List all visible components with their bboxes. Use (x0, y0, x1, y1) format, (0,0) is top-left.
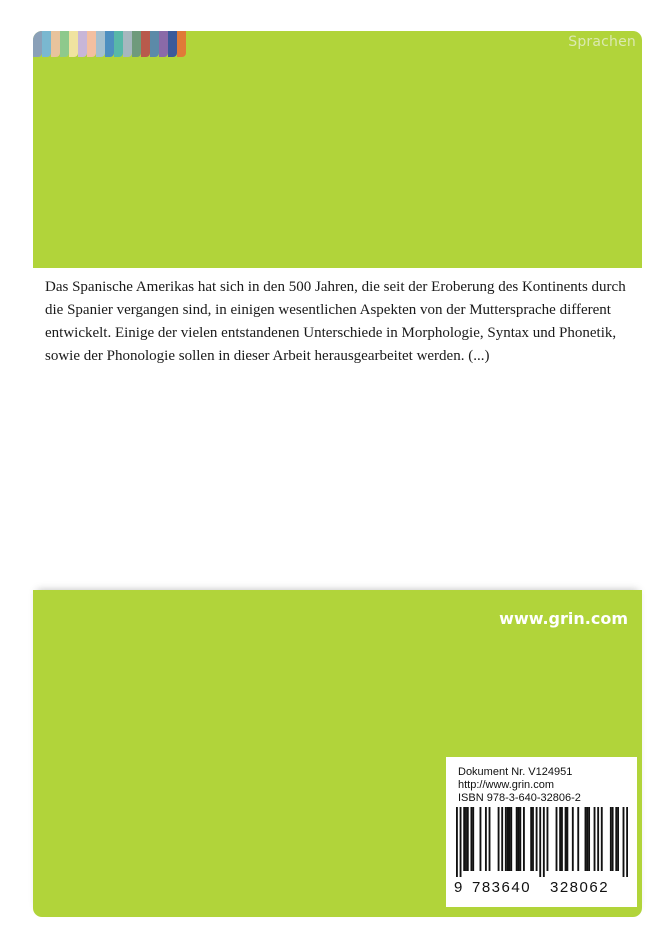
website-label: www.grin.com (499, 609, 628, 628)
barcode-bar (588, 807, 590, 871)
barcode-bar (485, 807, 487, 871)
color-stripe (60, 31, 69, 57)
color-stripe (87, 31, 96, 57)
barcode-bar (518, 807, 520, 871)
color-stripe (105, 31, 114, 57)
barcode-bar (463, 807, 465, 871)
color-stripe (51, 31, 60, 57)
barcode-bar (501, 807, 503, 871)
barcode-bar (612, 807, 614, 871)
barcode-bar (460, 807, 462, 877)
barcode-bar (565, 807, 567, 871)
barcode-bar (610, 807, 612, 871)
blurb-text: Das Spanische Amerikas hat sich in den 500 Jahren, die seit der Eroberung des Kontinents durch die Spanier vergangen sind, in einigen wesentlichen Aspekten von der Muttersprache different entwickelt. Einige der vielen entstandenen Unterschiede in Morphologie, Syntax und Phonetik, sowie der Phonologie sollen in dieser Arbeit herausgearbeitet werden. (...) (45, 279, 626, 364)
barcode-bar (623, 807, 625, 877)
color-stripe (141, 31, 150, 57)
barcode-bar (615, 807, 617, 871)
barcode-bar (626, 807, 628, 877)
barcode-digit-group-1: 783640 (472, 879, 532, 896)
barcode-bar (597, 807, 599, 871)
color-stripe (132, 31, 141, 57)
barcode (456, 807, 628, 877)
barcode-bar (470, 807, 472, 871)
barcode-bar (556, 807, 558, 871)
barcode-bar (601, 807, 603, 871)
barcode-bar (510, 807, 512, 871)
color-stripes (33, 31, 186, 57)
barcode-bar (561, 807, 563, 871)
color-stripe (33, 31, 42, 57)
barcode-bar (586, 807, 588, 871)
color-stripe (150, 31, 159, 57)
barcode-bar (530, 807, 532, 871)
color-stripe (78, 31, 87, 57)
barcode-bar (472, 807, 474, 871)
barcode-bar (523, 807, 525, 871)
barcode-bar (617, 807, 619, 871)
barcode-bar (507, 807, 509, 871)
barcode-bar (577, 807, 579, 871)
barcode-bar (594, 807, 596, 871)
barcode-bar (489, 807, 491, 871)
barcode-bar (519, 807, 521, 871)
barcode-bar (509, 807, 511, 871)
category-label: Sprachen (568, 34, 636, 50)
barcode-bar (516, 807, 518, 871)
color-stripe (123, 31, 132, 57)
color-stripe (96, 31, 105, 57)
barcode-bar (536, 807, 538, 871)
color-stripe (177, 31, 186, 57)
isbn-number: ISBN 978-3-640-32806-2 (458, 792, 581, 804)
color-stripe (42, 31, 51, 57)
barcode-digit-group-2: 328062 (550, 879, 610, 896)
color-stripe (114, 31, 123, 57)
cover-bottom-panel (33, 590, 642, 917)
document-url: http://www.grin.com (458, 779, 554, 791)
color-stripe (69, 31, 78, 57)
barcode-bar (547, 807, 549, 871)
color-stripe (168, 31, 177, 57)
document-number: Dokument Nr. V124951 (458, 766, 573, 778)
isbn-box (446, 757, 637, 907)
barcode-bar (456, 807, 458, 877)
barcode-bar (532, 807, 534, 871)
barcode-bar (543, 807, 545, 877)
barcode-bar (585, 807, 587, 871)
document-info (458, 766, 581, 805)
barcode-bar (467, 807, 469, 871)
color-stripe (159, 31, 168, 57)
barcode-bar (572, 807, 574, 871)
barcode-bar (498, 807, 500, 871)
barcode-bar (480, 807, 482, 871)
barcode-bar (505, 807, 507, 871)
barcode-bar (559, 807, 561, 871)
barcode-lead-digit: 9 (454, 879, 463, 896)
barcode-digits (454, 879, 630, 896)
barcode-bar (539, 807, 541, 877)
barcode-bar (465, 807, 467, 871)
cover-top-panel (33, 31, 642, 268)
barcode-bar (566, 807, 568, 871)
